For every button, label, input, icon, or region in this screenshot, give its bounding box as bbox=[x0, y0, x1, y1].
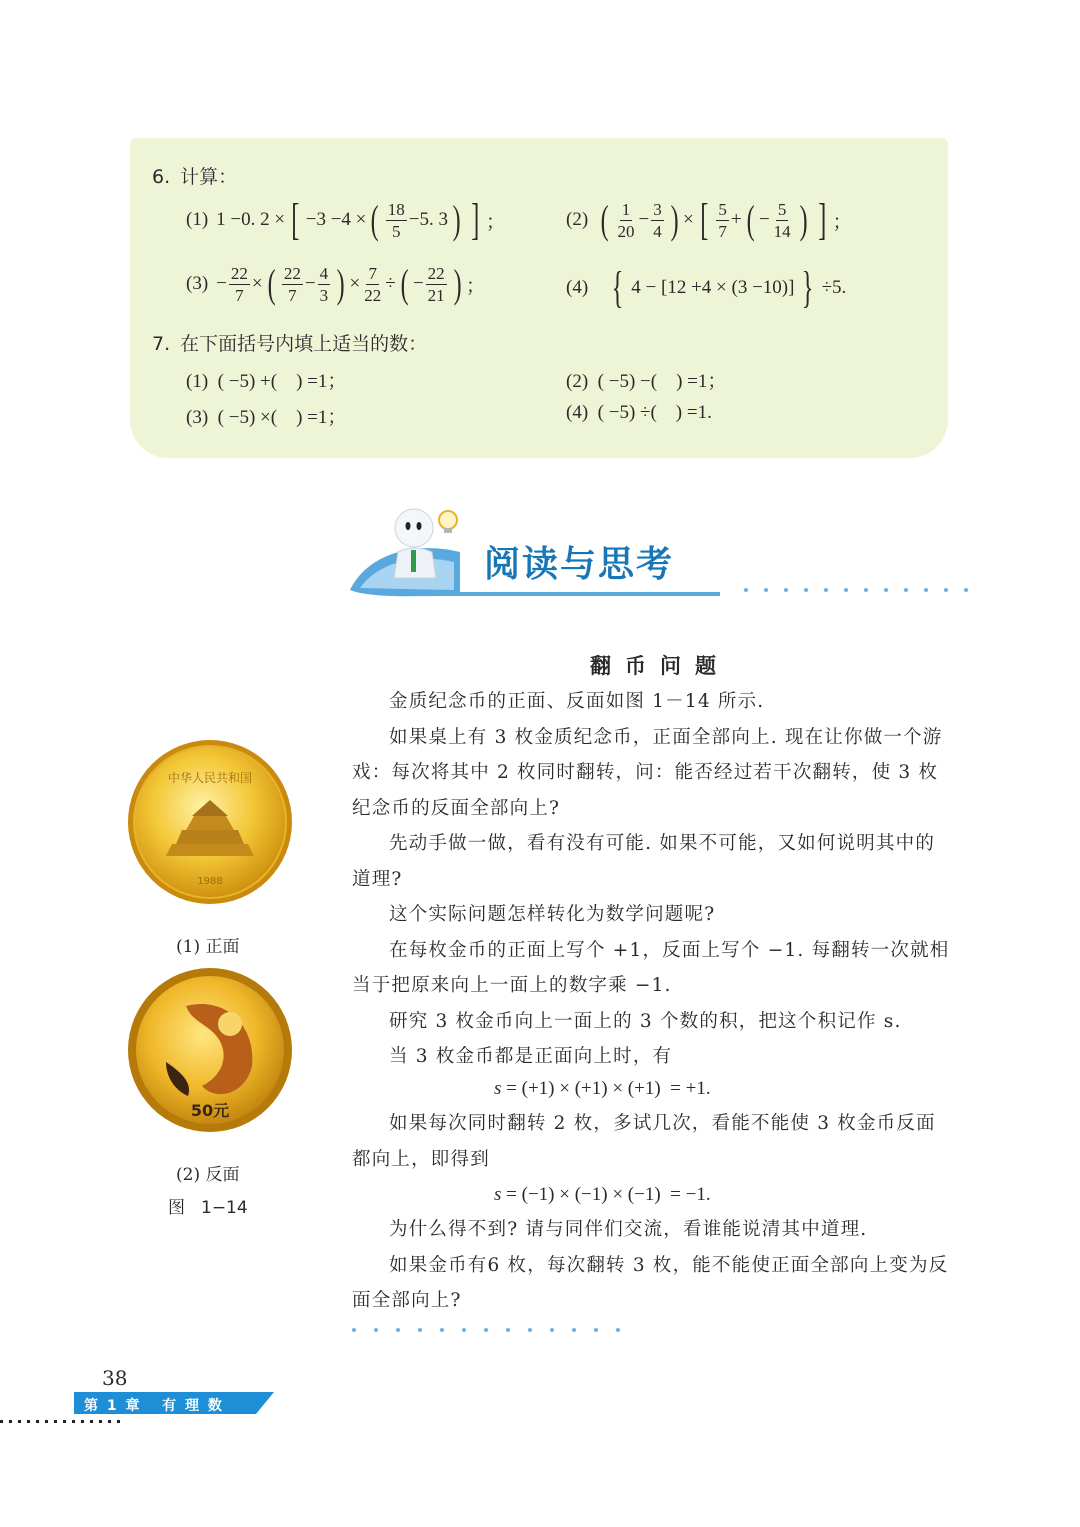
fraction bbox=[229, 265, 250, 304]
denominator: 7 bbox=[288, 285, 297, 305]
page-number: 38 bbox=[102, 1366, 128, 1390]
coin-front-image bbox=[126, 738, 294, 906]
paragraph: 为什么得不到? 请与同伴们交流，看谁能说清其中道理. bbox=[389, 1219, 868, 1240]
part-label: (4) bbox=[566, 277, 589, 298]
paren: ( bbox=[746, 197, 755, 242]
numerator: 3 bbox=[653, 199, 662, 219]
separator: ； bbox=[485, 211, 505, 233]
denominator: 14 bbox=[773, 221, 791, 241]
expr-text: 4 − [12 +4 × (3 −10)] bbox=[631, 277, 795, 298]
expr-text: 1 −0. 2 × bbox=[216, 209, 286, 230]
numerator: 22 bbox=[230, 263, 248, 283]
fraction bbox=[318, 265, 331, 304]
paren: ( bbox=[600, 197, 609, 242]
separator: ； bbox=[832, 211, 852, 233]
denominator: 3 bbox=[319, 285, 329, 305]
operator: − bbox=[412, 273, 424, 294]
part-label: (2) bbox=[566, 209, 589, 230]
operator: × bbox=[251, 273, 263, 294]
denominator: 22 bbox=[364, 285, 382, 305]
article-body-1 bbox=[352, 684, 952, 1075]
operator: × bbox=[683, 209, 694, 230]
article-title: 翻币问题 bbox=[590, 654, 730, 678]
variable: s bbox=[494, 1184, 502, 1205]
q6-part-2 bbox=[566, 195, 852, 244]
figure-caption-back: (2) 反面 bbox=[176, 1165, 240, 1185]
formula-text: = (−1) × (−1) × (−1) = −1. bbox=[501, 1184, 711, 1205]
question-text: 在下面括号内填上适当的数： bbox=[180, 333, 428, 355]
article-body-2 bbox=[352, 1106, 952, 1177]
question-text: 计算： bbox=[180, 166, 238, 188]
coin-front-year: 1988 bbox=[197, 876, 223, 887]
denominator: 4 bbox=[653, 221, 662, 241]
paren: ) bbox=[453, 261, 462, 306]
brace: { bbox=[611, 263, 624, 312]
q6-part-3 bbox=[186, 261, 486, 306]
section-title: 阅读与思考 bbox=[484, 544, 675, 585]
figure-caption-front: (1) 正面 bbox=[176, 937, 240, 957]
footer-dots bbox=[0, 1420, 120, 1423]
q7-item: (2) ( −5) −( ) =1； bbox=[566, 371, 727, 392]
separator: ； bbox=[466, 275, 486, 297]
paren: ) bbox=[452, 197, 461, 242]
variable: s bbox=[494, 1078, 502, 1099]
dotted-divider bbox=[352, 1328, 620, 1332]
operator: − bbox=[304, 273, 316, 294]
coin-back-image bbox=[126, 966, 294, 1134]
paren: ) bbox=[670, 197, 679, 242]
fraction bbox=[716, 201, 729, 240]
paragraph: 如果桌上有 3 枚金质纪念币，正面全部向上. 现在让你做一个游戏：每次将其中 2 枚同时翻转，问：能否经过若干次翻转，使 3 枚纪念币的反面全部向上? bbox=[352, 726, 943, 819]
expr-text: −5. 3 bbox=[408, 209, 448, 230]
numerator: 18 bbox=[387, 199, 405, 219]
paragraph: 这个实际问题怎样转化为数学问题呢? bbox=[389, 904, 716, 925]
denominator: 5 bbox=[391, 221, 401, 241]
question-number: 6. bbox=[152, 166, 171, 188]
bracket: ] bbox=[818, 195, 827, 244]
part-label: (1) bbox=[186, 209, 209, 230]
question-number: 7. bbox=[152, 333, 171, 355]
q7-item: (1) ( −5) +( ) =1； bbox=[186, 371, 347, 392]
denominator: 7 bbox=[235, 285, 244, 305]
operator: − bbox=[758, 209, 770, 230]
operator: − bbox=[638, 209, 650, 230]
operator: × bbox=[349, 273, 361, 294]
paren: ( bbox=[371, 197, 380, 242]
paragraph: 金质纪念币的正面、反面如图 1－14 所示. bbox=[389, 691, 765, 712]
q7-item: (3) ( −5) ×( ) =1； bbox=[186, 407, 347, 428]
fraction bbox=[362, 265, 383, 304]
numerator: 5 bbox=[777, 199, 787, 219]
operator: + bbox=[730, 209, 742, 230]
paragraph: 先动手做一做，看有没有可能. 如果不可能，又如何说明其中的道理? bbox=[352, 833, 936, 890]
fraction bbox=[651, 201, 664, 240]
dotted-divider bbox=[744, 588, 968, 592]
fraction bbox=[772, 201, 793, 240]
brace: } bbox=[802, 263, 814, 312]
paren: ( bbox=[267, 261, 276, 306]
formula-text: = (+1) × (+1) × (+1) = +1. bbox=[501, 1078, 711, 1099]
fraction bbox=[386, 201, 407, 240]
coin-back-value: 50元 bbox=[190, 1101, 230, 1120]
bracket: ] bbox=[471, 195, 480, 244]
expr-text: ÷5. bbox=[821, 277, 847, 298]
mascot-thinking-icon bbox=[384, 506, 464, 588]
expr-text: −3 −4 × bbox=[305, 209, 367, 230]
numerator: 7 bbox=[368, 263, 377, 283]
paren: ( bbox=[400, 261, 409, 306]
q7-item: (4) ( −5) ÷( ) =1. bbox=[566, 402, 712, 423]
denominator: 20 bbox=[617, 221, 635, 241]
q6-part-4 bbox=[566, 263, 847, 312]
paren: ) bbox=[799, 197, 808, 242]
figure-number bbox=[168, 1193, 248, 1218]
denominator: 21 bbox=[427, 285, 445, 305]
fraction bbox=[426, 265, 447, 304]
figure-id: 1−14 bbox=[201, 1198, 248, 1218]
fraction bbox=[282, 265, 303, 304]
numerator: 1 bbox=[621, 199, 631, 219]
coin-front-inscription: 中华人民共和国 bbox=[167, 771, 253, 785]
q6-part-1 bbox=[186, 195, 505, 244]
formula-negative bbox=[494, 1184, 711, 1206]
numerator: 5 bbox=[718, 199, 727, 219]
question-6-title bbox=[152, 162, 237, 189]
denominator: 7 bbox=[718, 221, 727, 241]
numerator: 4 bbox=[319, 263, 329, 283]
paren: ) bbox=[336, 261, 345, 306]
fraction bbox=[615, 201, 636, 240]
paragraph: 如果每次同时翻转 2 枚，多试几次，看能不能使 3 枚金币反面都向上，即得到 bbox=[352, 1113, 936, 1170]
article-body-3 bbox=[352, 1212, 952, 1319]
operator: − bbox=[216, 273, 227, 294]
figure-prefix: 图 bbox=[168, 1198, 185, 1218]
numerator: 22 bbox=[283, 263, 301, 283]
bracket: [ bbox=[700, 195, 709, 244]
paragraph: 当 3 枚金币都是正面向上时，有 bbox=[389, 1046, 673, 1067]
operator: ÷ bbox=[385, 273, 396, 294]
chapter-label: 第 1 章 有 理 数 bbox=[84, 1398, 224, 1414]
numerator: 22 bbox=[427, 263, 445, 283]
formula-positive bbox=[494, 1078, 711, 1100]
part-label: (3) bbox=[186, 273, 209, 294]
bracket: [ bbox=[291, 195, 300, 244]
paragraph: 在每枚金币的正面上写个 +1，反面上写个 −1. 每翻转一次就相当于把原来向上一面上的数字乘 −1. bbox=[352, 939, 950, 996]
paragraph: 研究 3 枚金币向上一面上的 3 个数的积，把这个积记作 s. bbox=[389, 1010, 902, 1032]
question-7-title bbox=[152, 329, 427, 356]
paragraph: 如果金币有6 枚，每次翻转 3 枚，能不能使正面全部向上变为反面全部向上? bbox=[352, 1254, 949, 1311]
